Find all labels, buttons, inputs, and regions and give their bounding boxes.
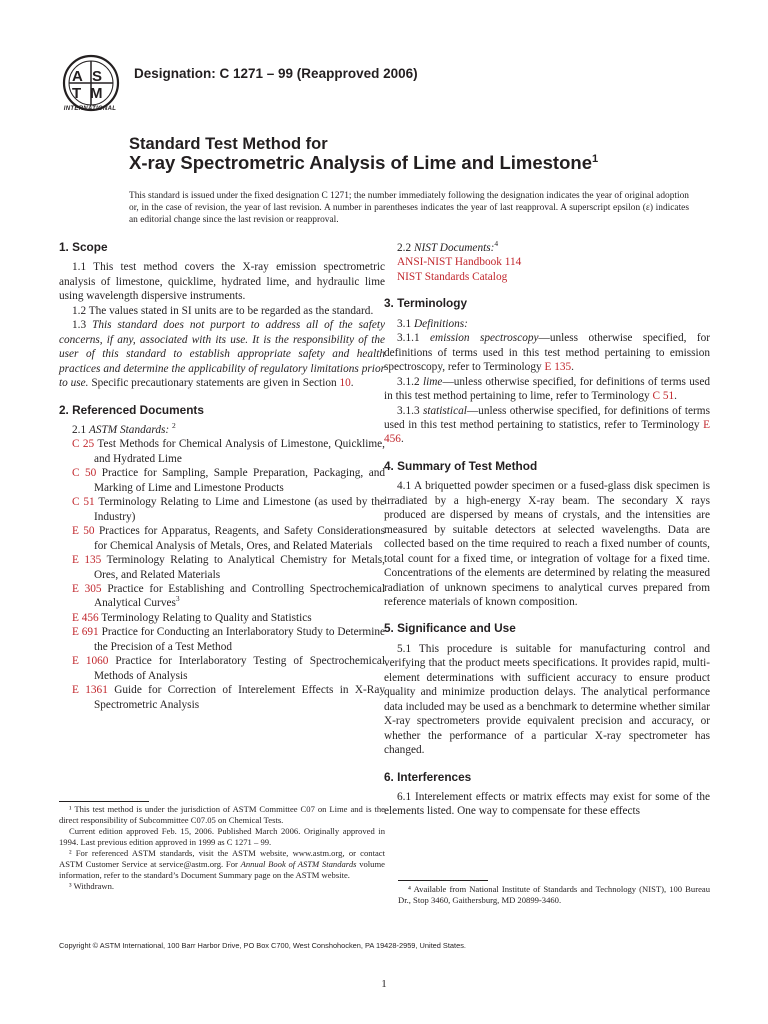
astm-sub-label: ASTM Standards: xyxy=(88,423,170,436)
ref-c25 xyxy=(72,437,385,466)
term-e456-link[interactable]: E 456 xyxy=(384,418,710,446)
astm-sub-num: 2.1 xyxy=(72,423,87,436)
scope-1-3-end: . xyxy=(350,377,354,390)
ref-e1060-text: Practice for Interlaboratory Testing of Spectrochemical Methods of Analysis xyxy=(94,655,385,682)
ref-e1361-text: Guide for Correction of Interelement Effects in X-Ray Spectrometric Analysis xyxy=(94,684,385,711)
ref-e305-text: Practice for Establishing and Controlling Spectrochemical Analytical Curves xyxy=(94,582,386,610)
footnotes-left xyxy=(59,804,385,892)
ref-e456 xyxy=(72,611,385,625)
svg-text:M: M xyxy=(90,85,103,102)
astm-logo xyxy=(60,52,122,114)
ref-e305-note: 3 xyxy=(175,594,180,604)
definitions-num: 3.1 xyxy=(397,317,412,330)
term-3-1-2-term: lime xyxy=(423,375,443,388)
term-3-1-2: 3.1.2 lime—unless otherwise specified, for definitions of terms used in this test method pertaining to lime, refer to Terminology C 51. xyxy=(384,375,710,403)
nist-catalog-link[interactable]: NIST Standards Catalog xyxy=(397,270,508,283)
term-3-1-1-term: emission spectroscopy xyxy=(430,332,539,345)
scope-1-3 xyxy=(59,318,385,390)
term-e135-link[interactable]: E 135 xyxy=(544,361,572,374)
significance-5-1: 5.1 This procedure is suitable for manufacturing control and verifying that the product meets specifications. It provides rapid, multi-element determinations with sufficient accuracy to ensure product quality and minimize production delays. The analytical performance data included may be used as a benchmark to determine whether similar X-ray spectrometers provide equivalent precision and accuracy, or whether the performance of a particular X-ray spectrometer has changed. xyxy=(384,642,710,757)
ref-e135-link[interactable]: E 135 xyxy=(72,554,102,567)
ref-c25-link[interactable]: C 25 xyxy=(72,438,95,451)
ref-c51-text: Terminology Relating to Lime and Limestone (as used by the Industry) xyxy=(94,496,385,523)
nist-sub-num: 2.2 xyxy=(397,242,412,254)
ref-e456-text: Terminology Relating to Quality and Statistics xyxy=(101,611,312,624)
logo-subtitle: INTERNATIONAL xyxy=(63,106,117,112)
scope-1-1: 1.1 This test method covers the X-ray emission spectrometric analysis of limestone, quicklime, hydrated lime, and hydraulic lime using wavelength dispersive instruments. xyxy=(59,261,385,303)
nist-sub xyxy=(384,241,710,255)
svg-text:A: A xyxy=(72,68,83,85)
term-3-1-3-num: 3.1.3 xyxy=(397,404,420,417)
footnote-2 xyxy=(59,848,385,881)
copyright: Copyright © ASTM International, 100 Barr Harbor Drive, PO Box C700, West Conshohocken, PA 19428-2959, United States. xyxy=(59,941,466,950)
nist-sub-label: NIST Documents: xyxy=(413,242,495,254)
ref-c51-link[interactable]: C 51 xyxy=(72,496,95,509)
footnote-2a: ² For referenced ASTM standards, visit the ASTM website, www.astm.org, or contact ASTM Customer Service at service@astm.org. For xyxy=(59,848,385,869)
ref-e50-link[interactable]: E 50 xyxy=(72,525,95,538)
terminology-heading: 3. Terminology xyxy=(384,296,468,311)
ref-c51 xyxy=(72,495,385,524)
scope-1-3-italic: This standard does not purport to address all of the safety concerns, if any, associated with its use. It is the responsibility of the user of this standard to establish appropriate safety and health practices and determine the applicability of regulatory limitations prior to use. xyxy=(59,319,385,390)
term-3-1-3-text: —unless otherwise specified, for definitions of terms used in this test method pertaining to statistics, refer to Terminology xyxy=(384,404,710,431)
refdocs-heading: 2. Referenced Documents xyxy=(59,402,204,417)
footnote-2-italic: Annual Book of ASTM Standards xyxy=(240,859,357,869)
interferences-heading: 6. Interferences xyxy=(384,769,472,784)
nist-handbook-link[interactable]: ANSI-NIST Handbook 114 xyxy=(397,256,522,269)
ref-e305-link[interactable]: E 305 xyxy=(72,582,102,595)
title-line2 xyxy=(129,152,598,174)
term-c51-link[interactable]: C 51 xyxy=(652,390,675,403)
nist-list xyxy=(384,255,710,284)
summary-heading: 4. Summary of Test Method xyxy=(384,458,538,473)
nist-sub-note: 4 xyxy=(494,239,499,249)
left-column xyxy=(59,240,385,712)
page-number: 1 xyxy=(381,978,387,990)
ref-e50 xyxy=(72,524,385,553)
ref-c50-link[interactable]: C 50 xyxy=(72,467,97,480)
term-3-1-3: 3.1.3 statistical—unless otherwise specified, for definitions of terms used in this test method pertaining to statistics, refer to Terminology E 456. xyxy=(384,404,710,446)
footnote-rule-right xyxy=(398,880,488,881)
astm-sub-note: 2 xyxy=(172,421,176,431)
footnote-3: ³ Withdrawn. xyxy=(69,881,115,891)
ref-e691-text: Practice for Conducting an Interlaboratory Study to Determine the Precision of a Test Method xyxy=(94,626,386,653)
footnote-1: ¹ This test method is under the jurisdiction of ASTM Committee C07 on Lime and is the direct responsibility of Subcommittee C07.05 on Chemical Tests. xyxy=(59,804,385,825)
title-line1: Standard Test Method for xyxy=(129,135,328,153)
term-3-1-3-term: statistical xyxy=(422,404,467,417)
ref-e1060 xyxy=(72,654,385,683)
ref-e50-text: Practices for Apparatus, Reagents, and Safety Considerations for Chemical Analysis of Metals, Ores, and Related Materials xyxy=(94,525,385,552)
footnote-4: ⁴ Available from National Institute of Standards and Technology (NIST), 100 Bureau Dr., Stop 3460, Gaithersburg, MD 20899-3460. xyxy=(398,884,710,905)
ref-e135-text: Terminology Relating to Analytical Chemistry for Metals, Ores, and Related Materials xyxy=(94,554,385,581)
ref-e456-link[interactable]: E 456 xyxy=(72,611,99,624)
ref-e691 xyxy=(72,625,385,654)
scope-1-3-num: 1.3 xyxy=(72,319,87,332)
ref-e1361-link[interactable]: E 1361 xyxy=(72,684,108,697)
ref-e1361 xyxy=(72,683,385,712)
svg-text:S: S xyxy=(92,68,103,85)
term-3-1-2-text: —unless otherwise specified, for definitions of terms used in this test method pertaining to lime, refer to Terminology xyxy=(384,375,710,403)
interferences-6-1: 6.1 Interelement effects or matrix effects may exist for some of the elements listed. One way to compensate for these effects xyxy=(384,790,710,818)
astm-standards-sub xyxy=(59,423,385,437)
standard-notice: This standard is issued under the fixed designation C 1271; the number immediately following the designation indicates the year of original adoption or, in the case of revision, the year of last revision. A number in parentheses indicates the year of last reapproval. A superscript epsilon (ε) indicates an editorial change since the last revision or reapproval. xyxy=(129,191,689,225)
ref-c25-text: Test Methods for Chemical Analysis of Limestone, Quicklime, and Hydrated Lime xyxy=(94,438,386,465)
term-3-1-1-text: —unless otherwise specified, for definitions of terms used in this test method pertaining to emission spectroscopy, refer to Terminology xyxy=(384,332,711,374)
designation: Designation: C 1271 – 99 (Reapproved 2006) xyxy=(134,66,418,81)
ref-e1060-link[interactable]: E 1060 xyxy=(72,655,109,668)
title-text: X-ray Spectrometric Analysis of Lime and Limestone xyxy=(129,152,592,173)
term-3-1-1-num: 3.1.1 xyxy=(397,332,420,345)
significance-heading: 5. Significance and Use xyxy=(384,621,516,636)
svg-text:T: T xyxy=(72,85,82,102)
scope-1-2: 1.2 The values stated in SI units are to be regarded as the standard. xyxy=(72,304,374,317)
scope-heading: 1. Scope xyxy=(59,240,108,254)
footnotes-right xyxy=(398,884,710,906)
summary-4-1: 4.1 A briquetted powder specimen or a fused-glass disk specimen is irradiated by a high-energy X-ray beam. The secondary X rays produced are dispersed by means of crystals, and the intensities are measured by suitable detectors at selected wavelengths. Data are collected based on the time required to reach a fixed number of counts, total count for a fixed time, or integration of voltage for a fixed time. Concentrations of the elements are determined by relating the measured radiation of unknown specimens to analytical curves prepared from reference materials of known composition. xyxy=(384,480,710,608)
ref-e305 xyxy=(72,582,385,611)
footnote-rule-left xyxy=(59,801,149,802)
footnote-2b: volume information, refer to the standard’s Document Summary page on the ASTM website. xyxy=(59,859,385,880)
ref-e135 xyxy=(72,553,385,582)
title-footnote-mark: 1 xyxy=(591,152,599,165)
scope-1-3-tail: Specific precautionary statements are given in Section xyxy=(91,377,337,390)
ref-c50-text: Practice for Sampling, Sample Preparation, Packaging, and Marking of Lime and Limestone Products xyxy=(94,467,385,494)
term-3-1-2-num: 3.1.2 xyxy=(397,375,420,388)
ref-c50 xyxy=(72,466,385,495)
ref-e691-link[interactable]: E 691 xyxy=(72,626,99,639)
definitions-sub xyxy=(384,317,710,331)
section-10-link[interactable]: 10 xyxy=(339,377,351,390)
right-column xyxy=(384,241,710,819)
astm-standards-list xyxy=(59,437,385,712)
term-3-1-1: 3.1.1 emission spectroscopy—unless otherwise specified, for definitions of terms used in this test method pertaining to emission spectroscopy, refer to Terminology E 135. xyxy=(384,332,711,374)
definitions-label: Definitions: xyxy=(413,317,468,330)
footnote-1b: Current edition approved Feb. 15, 2006. Published March 2006. Originally approved in 1994. Last previous edition approved in 1999 as C 1271 – 99. xyxy=(59,826,385,847)
